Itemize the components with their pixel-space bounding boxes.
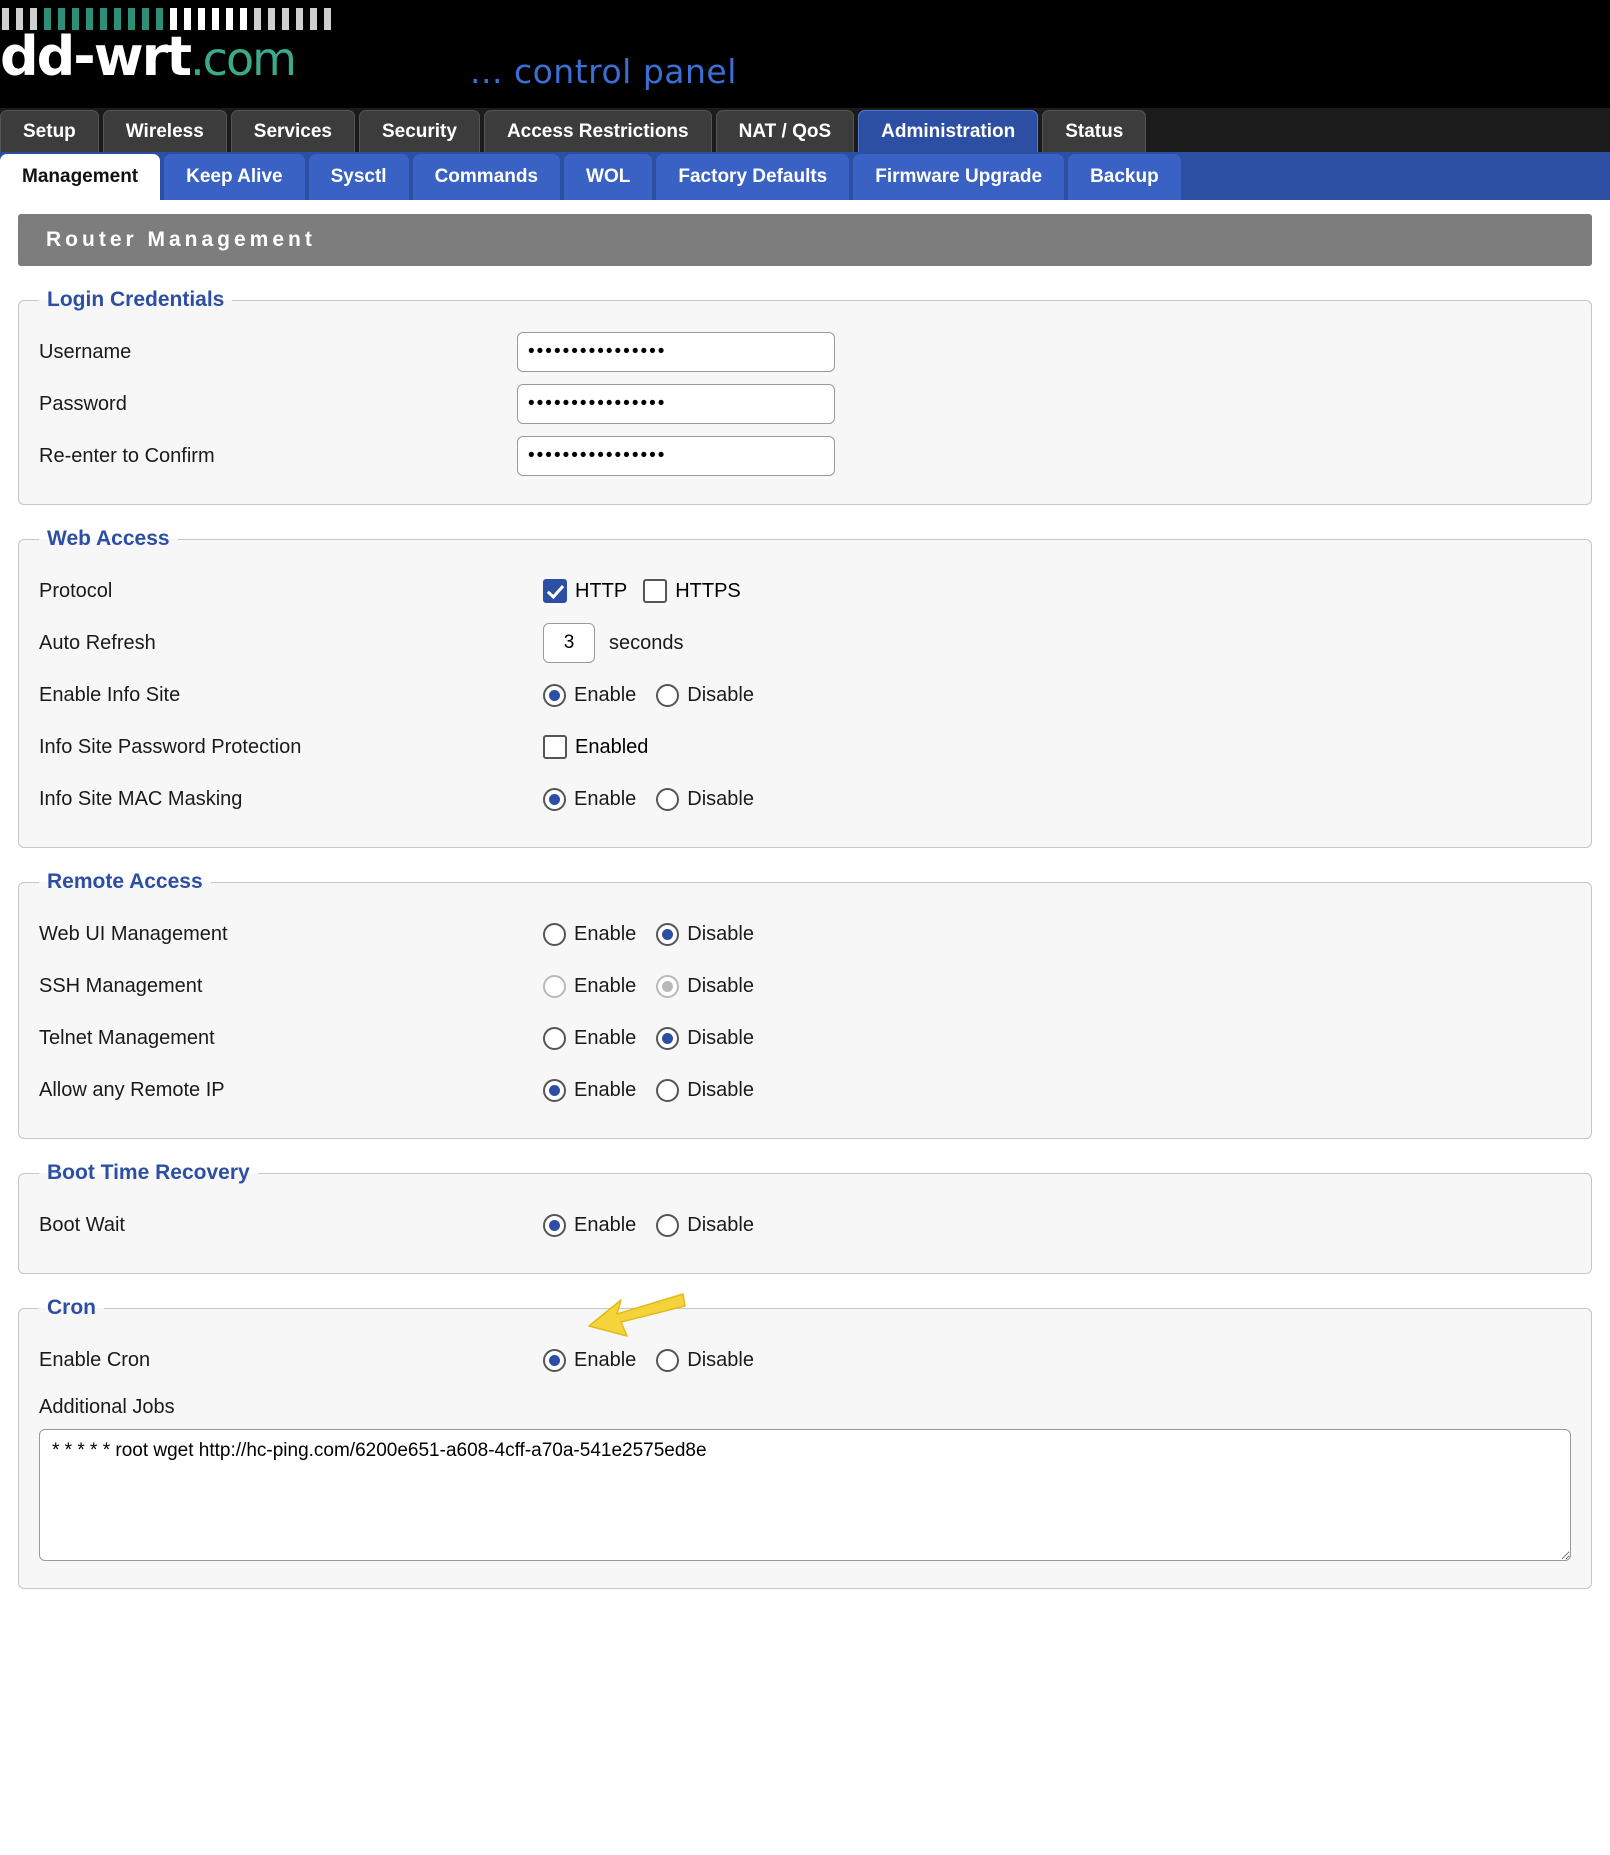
section-boot-time-recovery [18, 1161, 1592, 1274]
row-confirm-password [39, 430, 1571, 482]
label-additional-jobs: Additional Jobs [39, 1396, 175, 1418]
web-ui-enable-label: Enable [574, 922, 637, 945]
web-ui-disable-radio[interactable] [656, 923, 679, 946]
label-web-ui-management: Web UI Management [39, 922, 228, 945]
label-password: Password [39, 392, 127, 415]
cron-enable-radio[interactable] [543, 1349, 566, 1372]
cron-disable-radio[interactable] [656, 1349, 679, 1372]
row-boot-wait [39, 1199, 1571, 1251]
https-label: HTTPS [675, 579, 741, 602]
ssh-disable-radio [656, 975, 679, 998]
logo-name: dd-wrt [0, 25, 191, 88]
additional-jobs-textarea[interactable] [39, 1429, 1571, 1561]
subtab-keep-alive[interactable]: Keep Alive [164, 154, 304, 200]
cron-disable-label: Disable [687, 1348, 754, 1371]
mac-masking-enable-radio[interactable] [543, 788, 566, 811]
auto-refresh-input[interactable] [543, 623, 595, 663]
ssh-disable-label: Disable [687, 974, 754, 997]
username-input[interactable] [517, 332, 835, 372]
label-enable-info-site: Enable Info Site [39, 683, 181, 706]
http-label: HTTP [575, 579, 628, 602]
nav-tab-access-restrictions[interactable]: Access Restrictions [484, 110, 712, 152]
row-allow-any-remote-ip [39, 1064, 1571, 1116]
remote-ip-disable-radio[interactable] [656, 1079, 679, 1102]
label-allow-any-remote-ip: Allow any Remote IP [39, 1078, 225, 1101]
info-site-enable-label: Enable [574, 683, 637, 706]
label-protocol: Protocol [39, 579, 113, 602]
row-auto-refresh [39, 617, 1571, 669]
nav-tab-services[interactable]: Services [231, 110, 355, 152]
row-telnet-management [39, 1012, 1571, 1064]
remote-ip-enable-label: Enable [574, 1078, 637, 1101]
legend-boot-time-recovery: Boot Time Recovery [47, 1161, 250, 1184]
http-checkbox[interactable] [543, 579, 567, 603]
info-site-password-label: Enabled [575, 735, 649, 758]
legend-remote-access: Remote Access [47, 870, 203, 893]
nav-tab-setup[interactable]: Setup [0, 110, 99, 152]
section-login-credentials [18, 288, 1592, 505]
row-enable-cron [39, 1334, 1571, 1386]
telnet-enable-label: Enable [574, 1026, 637, 1049]
label-boot-wait: Boot Wait [39, 1213, 125, 1236]
label-info-site-mac-masking: Info Site MAC Masking [39, 787, 243, 810]
boot-wait-enable-label: Enable [574, 1213, 637, 1236]
section-web-access [18, 527, 1592, 848]
row-ssh-management [39, 960, 1571, 1012]
subtab-factory-defaults[interactable]: Factory Defaults [656, 154, 849, 200]
nav-tab-nat-qos[interactable]: NAT / QoS [716, 110, 855, 152]
web-ui-disable-label: Disable [687, 922, 754, 945]
remote-ip-disable-label: Disable [687, 1078, 754, 1101]
subtab-management[interactable]: Management [0, 154, 160, 200]
telnet-disable-label: Disable [687, 1026, 754, 1049]
cron-enable-label: Enable [574, 1348, 637, 1371]
info-site-disable-label: Disable [687, 683, 754, 706]
nav-tab-administration[interactable]: Administration [858, 110, 1038, 152]
telnet-enable-radio[interactable] [543, 1027, 566, 1050]
page-header [0, 0, 1610, 108]
auto-refresh-unit: seconds [609, 631, 684, 654]
subtab-backup[interactable]: Backup [1068, 154, 1181, 200]
row-info-site-mac-masking [39, 773, 1571, 825]
dd-wrt-logo [0, 25, 295, 88]
label-username: Username [39, 340, 132, 363]
label-auto-refresh: Auto Refresh [39, 631, 156, 654]
mac-masking-disable-label: Disable [687, 787, 754, 810]
subtab-wol[interactable]: WOL [564, 154, 652, 200]
label-confirm-password: Re-enter to Confirm [39, 444, 215, 467]
legend-web-access: Web Access [47, 527, 170, 550]
boot-wait-disable-radio[interactable] [656, 1214, 679, 1237]
annotation-arrow-icon [587, 1292, 687, 1348]
boot-wait-enable-radio[interactable] [543, 1214, 566, 1237]
main-navigation [0, 108, 1610, 152]
row-username [39, 326, 1571, 378]
row-enable-info-site [39, 669, 1571, 721]
control-panel-tagline: ... control panel [470, 52, 737, 91]
info-site-enable-radio[interactable] [543, 684, 566, 707]
row-protocol [39, 565, 1571, 617]
section-remote-access [18, 870, 1592, 1139]
ssh-enable-radio [543, 975, 566, 998]
label-ssh-management: SSH Management [39, 974, 203, 997]
telnet-disable-radio[interactable] [656, 1027, 679, 1050]
mac-masking-enable-label: Enable [574, 787, 637, 810]
boot-wait-disable-label: Disable [687, 1213, 754, 1236]
page-content [0, 200, 1610, 1589]
page-title: Router Management [18, 214, 1592, 266]
nav-tab-security[interactable]: Security [359, 110, 480, 152]
subtab-sysctl[interactable]: Sysctl [309, 154, 409, 200]
legend-login-credentials: Login Credentials [47, 288, 225, 311]
https-checkbox[interactable] [643, 579, 667, 603]
logo-suffix: .com [190, 32, 295, 86]
web-ui-enable-radio[interactable] [543, 923, 566, 946]
label-enable-cron: Enable Cron [39, 1348, 151, 1371]
mac-masking-disable-radio[interactable] [656, 788, 679, 811]
confirm-password-input[interactable] [517, 436, 835, 476]
section-cron [18, 1296, 1592, 1589]
password-input[interactable] [517, 384, 835, 424]
row-info-site-password-protection [39, 721, 1571, 773]
nav-tab-wireless[interactable]: Wireless [103, 110, 227, 152]
info-site-password-checkbox[interactable] [543, 735, 567, 759]
info-site-disable-radio[interactable] [656, 684, 679, 707]
legend-cron: Cron [47, 1296, 96, 1319]
remote-ip-enable-radio[interactable] [543, 1079, 566, 1102]
label-telnet-management: Telnet Management [39, 1026, 215, 1049]
nav-tab-status[interactable]: Status [1042, 110, 1146, 152]
subtab-commands[interactable]: Commands [413, 154, 560, 200]
sub-navigation [0, 152, 1610, 200]
subtab-firmware-upgrade[interactable]: Firmware Upgrade [853, 154, 1064, 200]
row-web-ui-management [39, 908, 1571, 960]
label-info-site-password-protection: Info Site Password Protection [39, 735, 302, 758]
row-password [39, 378, 1571, 430]
ssh-enable-label: Enable [574, 974, 637, 997]
